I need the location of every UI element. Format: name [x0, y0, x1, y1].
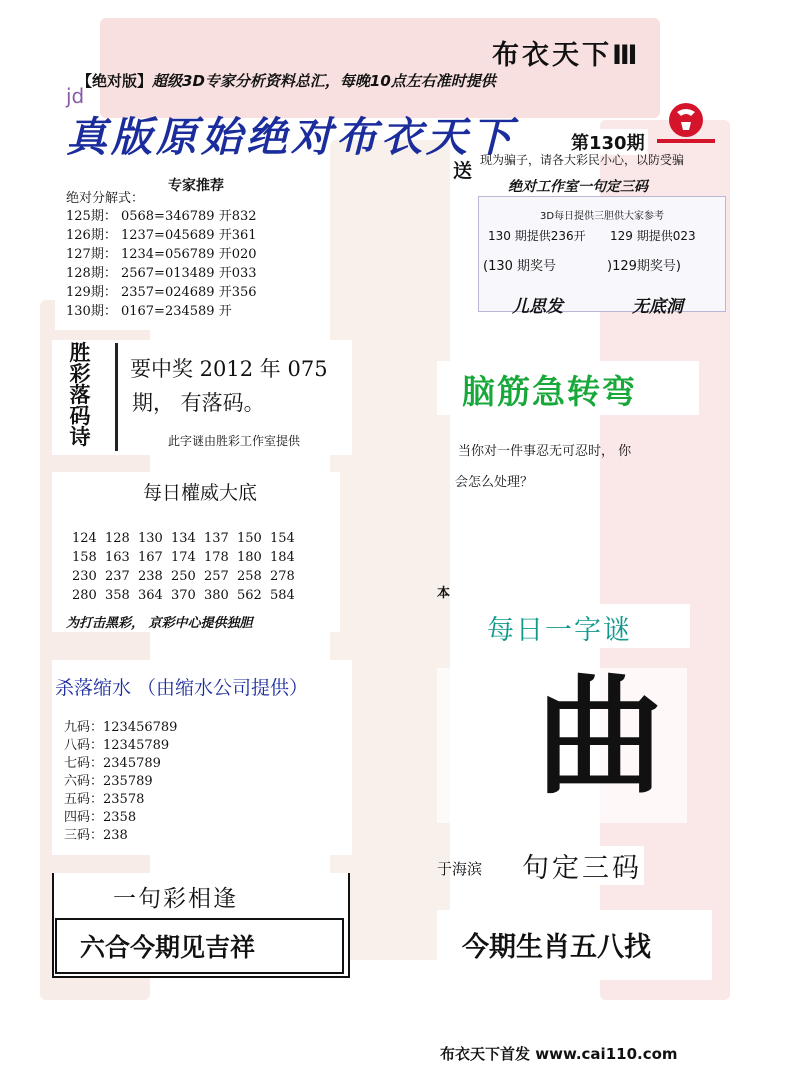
- authority-row: 230 237 238 250 257 258 278: [72, 569, 295, 584]
- song-label: 送: [453, 160, 473, 182]
- authority-footer: 为打击黑彩， 京彩中心提供独胆: [66, 616, 253, 631]
- footer-site: 布衣天下首发 www.cai110.com: [440, 1045, 678, 1063]
- jd-mark: jd: [66, 84, 85, 108]
- work-room-footer-right: 无底洞: [632, 297, 683, 317]
- lottery-logo-icon: [651, 100, 721, 145]
- riddle-ben: 本: [437, 586, 451, 601]
- one-sentence-title: 句定三码: [520, 846, 644, 885]
- riddle-title: 每日一字谜: [487, 615, 632, 646]
- shrink-list: [64, 716, 177, 842]
- lucky-answer: 六合今期见吉祥: [80, 933, 256, 962]
- work-room-row2-left: (130 期奖号: [483, 259, 557, 274]
- poem-line2: 期， 有落码。: [132, 391, 265, 415]
- shrink-row: 九码：123456789: [64, 720, 178, 735]
- shrink-row: 三码：238: [64, 828, 128, 843]
- formula-list: [66, 205, 257, 319]
- shrink-row: 五码：23578: [64, 792, 145, 807]
- riddle-character: 曲: [536, 663, 665, 812]
- tagline-prefix: 【绝对版】: [77, 72, 153, 90]
- poem-side-label: 胜 彩 落 码 诗: [69, 341, 91, 449]
- tagline-text: 超级3D专家分析资料总汇，每晚10点左右准时提供: [152, 72, 496, 90]
- authority-row: 158 163 167 174 178 180 184: [72, 550, 295, 565]
- formula-row: 126期： 1237=045689 开361: [66, 228, 257, 243]
- poem-line1: 要中奖 2012 年 075: [130, 357, 328, 381]
- lucky-title: 一句彩相逢: [113, 886, 238, 912]
- work-room-table-title: 3D每日提供三胆供大家参考: [540, 211, 665, 222]
- brain-question-line1: 当你对一件事忍无可忍时， 你: [458, 444, 632, 459]
- brain-title: 脑筋急转弯: [462, 372, 637, 411]
- brain-question-line2: 会怎么处理？: [455, 475, 534, 490]
- main-title: 真版原始绝对布衣天下: [66, 113, 516, 161]
- formula-row: 127期： 1234=056789 开020: [66, 247, 257, 262]
- formula-row: 128期： 2567=013489 开033: [66, 266, 257, 281]
- one-sentence-prefix: 于海滨: [437, 860, 483, 878]
- work-room-footer-left: 儿思发: [512, 297, 563, 317]
- authority-grid: [72, 531, 303, 607]
- tagline: [77, 70, 496, 91]
- shrink-row: 七码：2345789: [64, 756, 161, 771]
- work-room-row1-left: 130 期提供236开: [488, 229, 586, 243]
- shrink-row: 四码：2358: [64, 810, 137, 825]
- poem-divider: [115, 343, 118, 451]
- authority-row: 280 358 364 370 380 562 584: [72, 588, 295, 603]
- formula-row: 125期： 0568=346789 开832: [66, 209, 257, 224]
- work-room-title: 绝对工作室一句定三码: [508, 179, 648, 195]
- one-sentence-answer: 今期生肖五八找: [462, 932, 651, 963]
- shrink-row: 八码：12345789: [64, 738, 170, 753]
- authority-row: 124 128 130 134 137 150 154: [72, 531, 295, 546]
- banner-title: 布衣天下Ⅲ: [492, 40, 641, 71]
- formula-row: 129期： 2357=024689 开356: [66, 285, 257, 300]
- work-room-row2-right: )129期奖号): [607, 259, 681, 274]
- formula-title: 绝对分解式：: [66, 191, 145, 206]
- authority-title: 每日權威大底: [143, 482, 258, 504]
- warning-text: 现为骗子，请各大彩民小心，以防受骗: [480, 153, 685, 167]
- work-room-row1-right: 129 期提供023: [610, 229, 696, 243]
- issue-badge: 第130期: [568, 129, 648, 155]
- shrink-title: 杀落缩水 （由缩水公司提供）: [55, 677, 309, 699]
- poem-credit: 此字谜由胜彩工作室提供: [168, 434, 301, 448]
- shrink-row: 六码：235789: [64, 774, 153, 789]
- formula-heading: 专家推荐: [168, 178, 224, 194]
- formula-row: 130期： 0167=234589 开: [66, 304, 232, 319]
